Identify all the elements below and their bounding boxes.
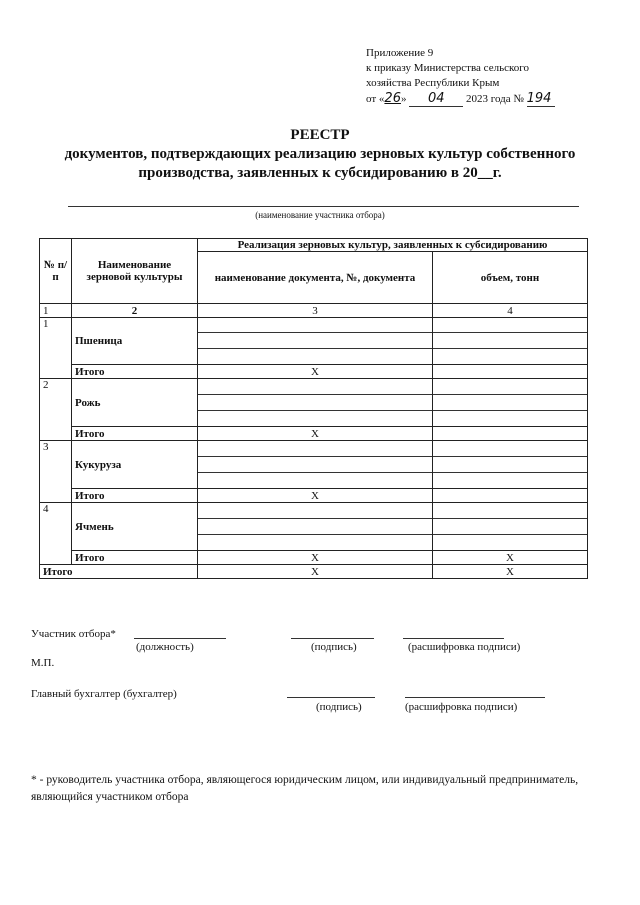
grand-total-row xyxy=(40,565,588,579)
volume-cell[interactable] xyxy=(433,318,588,365)
grand-total-volume-mark: X xyxy=(433,565,588,579)
participant-name-line xyxy=(68,206,579,207)
total-label: Итого xyxy=(72,551,198,565)
register-table xyxy=(39,238,588,579)
row-num: 4 xyxy=(40,503,72,565)
total-label: Итого xyxy=(72,489,198,503)
table-row xyxy=(40,441,588,489)
stamp-label: М.П. xyxy=(31,657,55,669)
table-row xyxy=(40,427,588,441)
total-doc-mark: X xyxy=(198,427,433,441)
grand-total-label: Итого xyxy=(40,565,198,579)
document-cell[interactable] xyxy=(198,318,433,365)
total-doc-mark: X xyxy=(198,365,433,379)
order-number: 194 xyxy=(527,91,555,107)
crop-name: Рожь xyxy=(72,379,198,427)
appendix-line3: хозяйства Республики Крым xyxy=(366,77,500,89)
volume-cell[interactable] xyxy=(433,503,588,551)
document-cell[interactable] xyxy=(198,379,433,427)
acc-signature-line[interactable] xyxy=(287,697,375,698)
header-volume: объем, тонн xyxy=(433,252,588,304)
grand-total-doc-mark: X xyxy=(198,565,433,579)
index-cell-2: 2 xyxy=(72,304,198,318)
total-label: Итого xyxy=(72,427,198,441)
doc-title-line1: документов, подтверждающих реализацию зерновых культур собственного xyxy=(64,146,576,162)
row-num: 2 xyxy=(40,379,72,441)
header-num: № п/п xyxy=(40,239,72,304)
header-document: наименование документа, №, документа xyxy=(198,252,433,304)
total-volume[interactable] xyxy=(433,427,588,441)
footnote: * - руководитель участника отбора, являющегося юридическим лицом, или индивидуальный предприниматель, являющийся участником отбора xyxy=(31,774,579,803)
participant-label: Участник отбора* xyxy=(31,628,116,640)
position-line[interactable] xyxy=(134,638,226,639)
volume-cell[interactable] xyxy=(433,441,588,489)
index-cell-3: 3 xyxy=(198,304,433,318)
date-month: 04 xyxy=(409,91,463,107)
signature-line[interactable] xyxy=(291,638,374,639)
header-group: Реализация зерновых культур, заявленных к субсидированию xyxy=(198,239,588,252)
total-label: Итого xyxy=(72,365,198,379)
total-volume-mark: X xyxy=(433,551,588,565)
date-day: 26 xyxy=(384,91,401,106)
date-year: 2023 года № xyxy=(465,93,524,105)
table-row xyxy=(40,551,588,565)
appendix-line1: Приложение 9 xyxy=(366,47,434,59)
doc-title: РЕЕСТР xyxy=(290,127,350,143)
crop-name: Кукуруза xyxy=(72,441,198,489)
date-prefix: от « xyxy=(366,93,385,105)
table-row xyxy=(40,503,588,551)
position-caption: (должность) xyxy=(136,641,194,653)
table-row xyxy=(40,318,588,365)
total-doc-mark: X xyxy=(198,489,433,503)
acc-decoding-line[interactable] xyxy=(405,697,545,698)
index-cell-1: 1 xyxy=(40,304,72,318)
table-row xyxy=(40,379,588,427)
table-row xyxy=(40,365,588,379)
acc-signature-caption: (подпись) xyxy=(316,701,362,713)
decoding-line[interactable] xyxy=(403,638,504,639)
volume-cell[interactable] xyxy=(433,379,588,427)
doc-title-line2: производства, заявленных к субсидированию в 20__г. xyxy=(138,165,502,181)
table-row xyxy=(40,489,588,503)
document-cell[interactable] xyxy=(198,441,433,489)
accountant-label: Главный бухгалтер (бухгалтер) xyxy=(31,688,177,700)
acc-decoding-caption: (расшифровка подписи) xyxy=(405,701,518,713)
crop-name: Пшеница xyxy=(72,318,198,365)
date-mid: » xyxy=(400,93,407,105)
crop-name: Ячмень xyxy=(72,503,198,551)
index-cell-4: 4 xyxy=(433,304,588,318)
appendix-date-line xyxy=(366,91,555,107)
appendix-block xyxy=(366,46,555,107)
signature-caption: (подпись) xyxy=(311,641,357,653)
total-doc-mark: X xyxy=(198,551,433,565)
appendix-line2: к приказу Министерства сельского xyxy=(366,62,529,74)
total-volume[interactable] xyxy=(433,489,588,503)
decoding-caption: (расшифровка подписи) xyxy=(408,641,521,653)
participant-caption: (наименование участника отбора) xyxy=(255,210,385,220)
row-num: 1 xyxy=(40,318,72,379)
document-cell[interactable] xyxy=(198,503,433,551)
row-num: 3 xyxy=(40,441,72,503)
header-crop-name: Наименование зерновой культуры xyxy=(72,239,198,304)
total-volume[interactable] xyxy=(433,365,588,379)
